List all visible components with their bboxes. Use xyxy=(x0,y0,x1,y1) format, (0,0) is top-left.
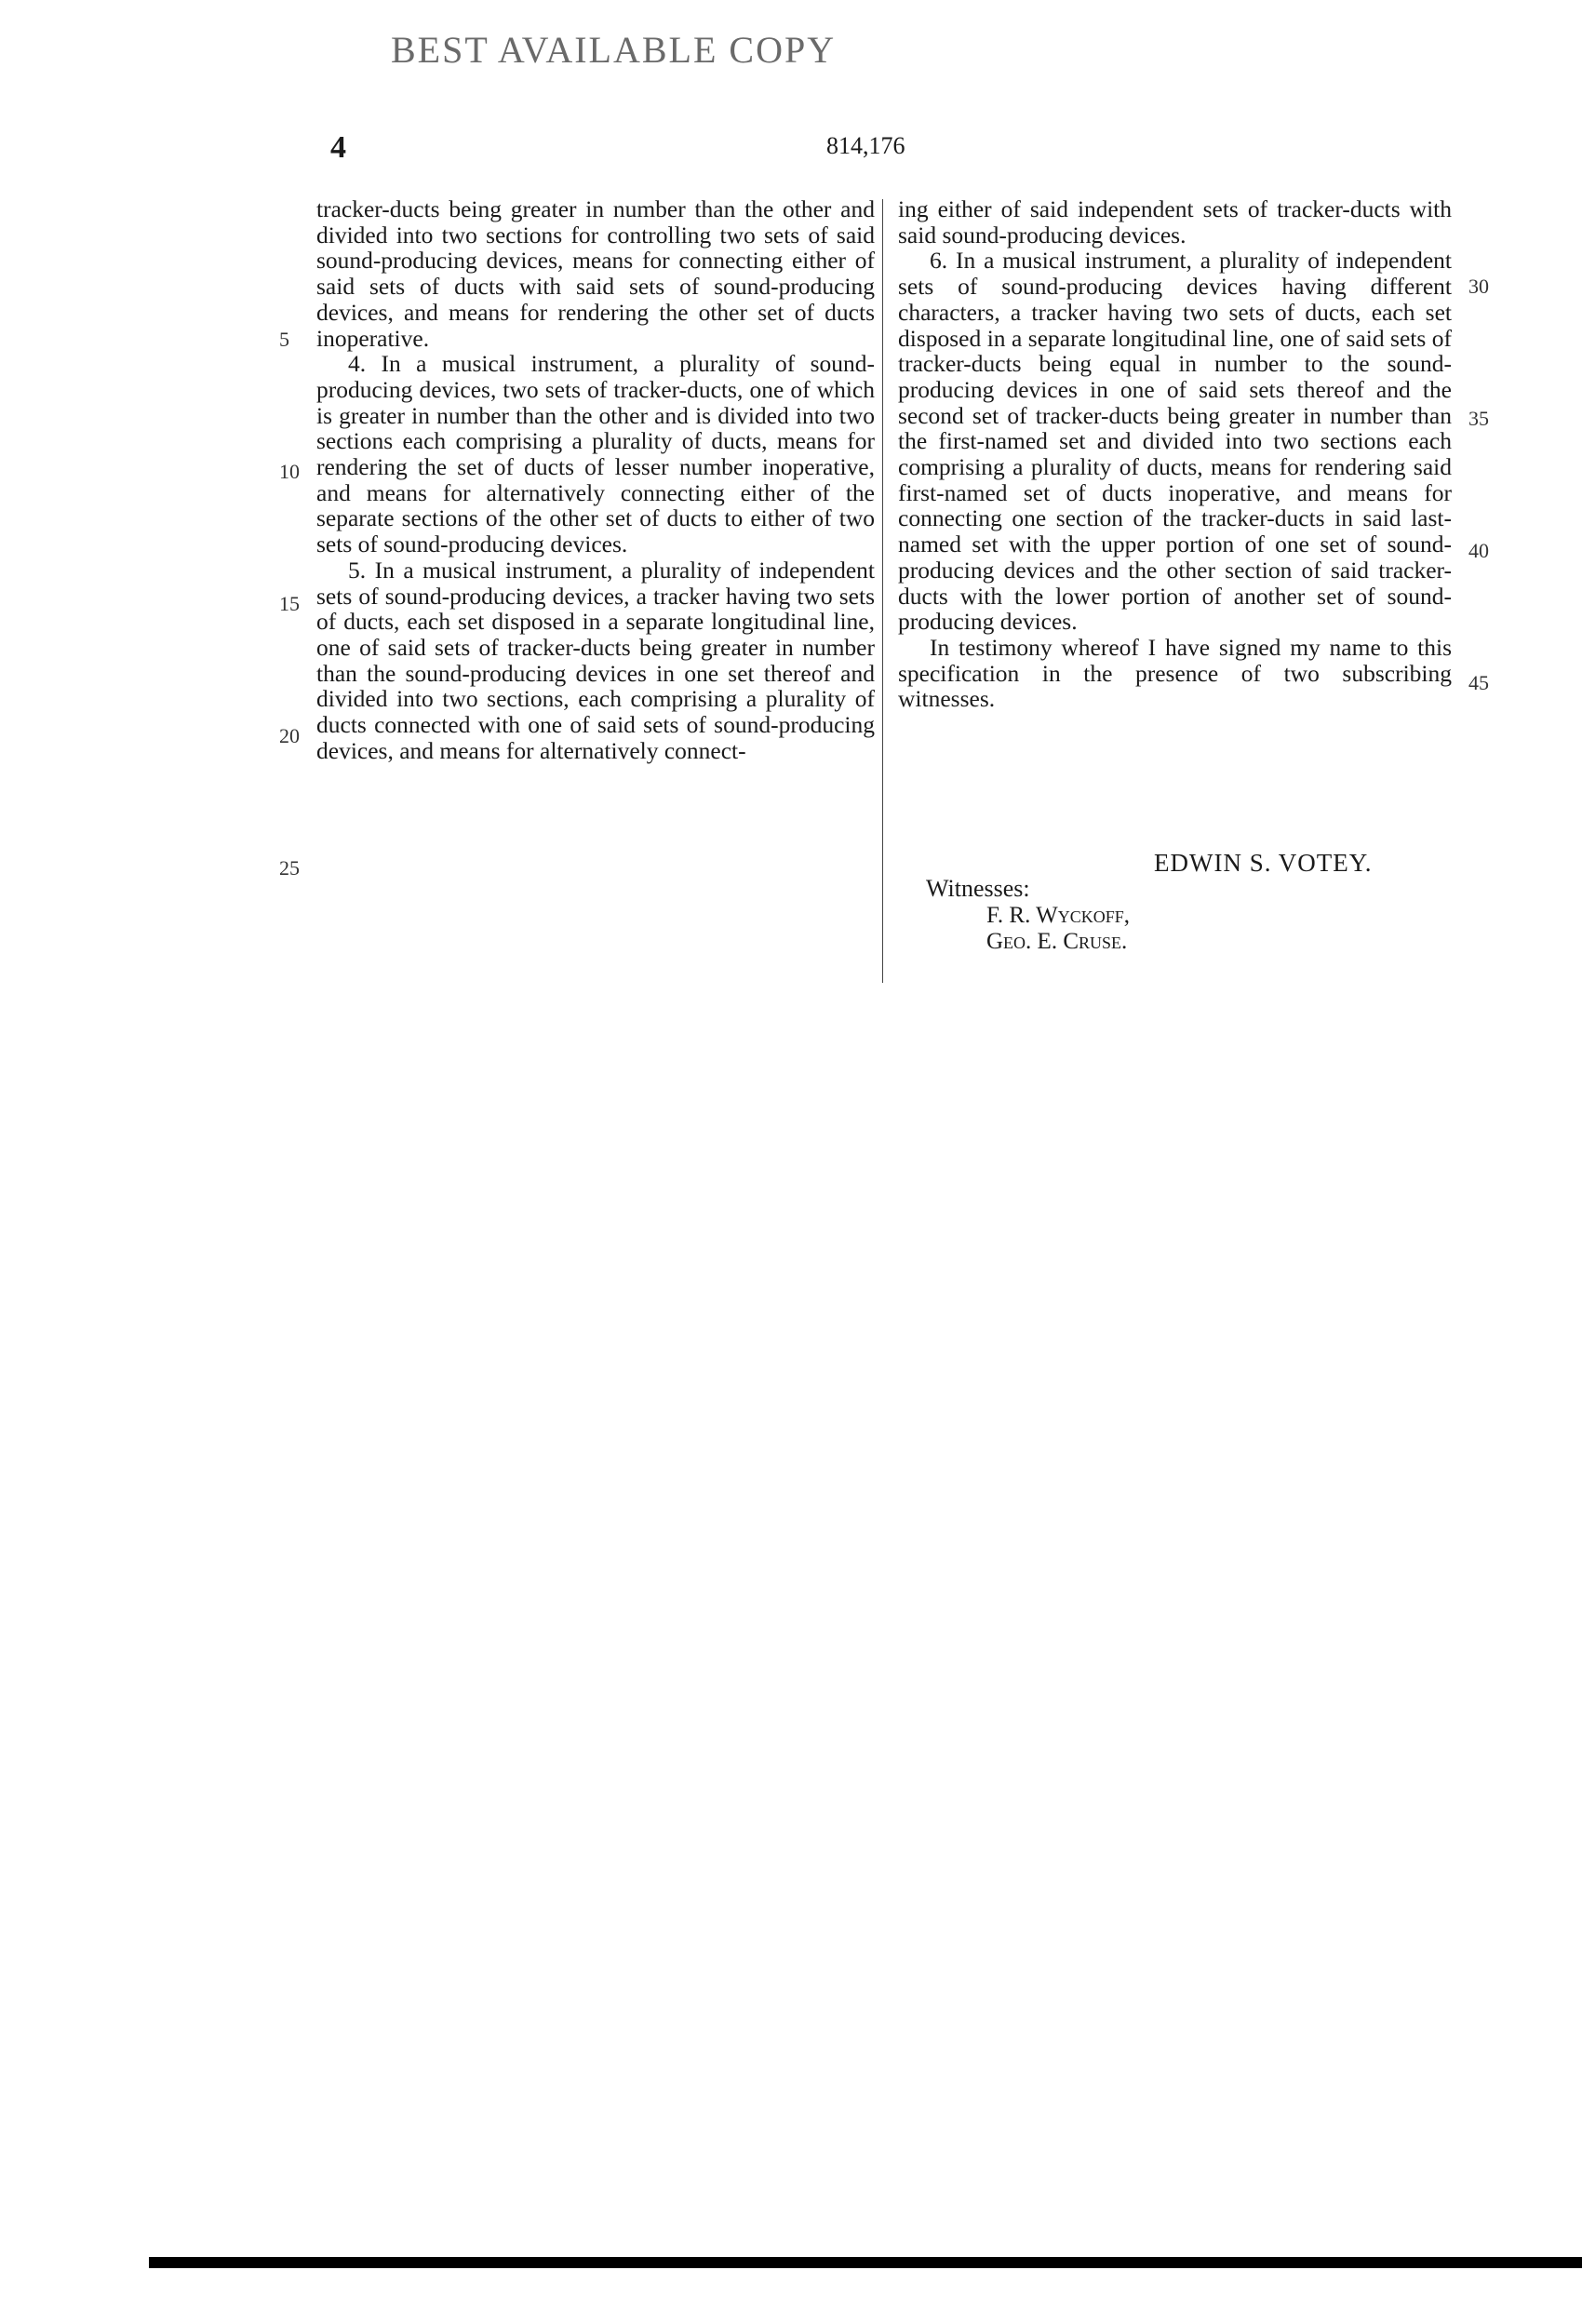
best-available-copy-stamp: BEST AVAILABLE COPY xyxy=(391,29,837,71)
page-number: 4 xyxy=(330,130,346,165)
patent-number: 814,176 xyxy=(826,132,905,159)
line-number: 35 xyxy=(1468,407,1489,430)
paragraph-testimony: In testimony whereof I have signed my name to this specification in the presence of two subscribing witnesses. xyxy=(898,633,1452,713)
column-divider xyxy=(882,199,883,983)
line-number: 5 xyxy=(279,328,289,351)
paragraph-claim-3-continued: tracker-ducts being greater in number than the other and divided into two sections for controlling two sets of said sound-producing devices, means for connecting either of said sets of ducts with said sets of sound-producing devices, and means for rendering the other set of ducts inoperative. xyxy=(316,195,875,352)
line-number: 10 xyxy=(279,460,300,483)
witness-name: F. R. Wyckoff, xyxy=(986,903,1130,928)
line-number: 45 xyxy=(1468,671,1489,694)
witness-name: Geo. E. Cruse. xyxy=(986,929,1128,954)
bottom-border-rule xyxy=(149,2257,1582,2268)
paragraph-claim-4: 4. In a musical instrument, a plurality of sound-producing devices, two sets of tracker-ducts, one of which is greater in number than the other and is divided into two sections each comprising a plurality of ducts, means for rendering the set of ducts of lesser number inoperative, and means for alternatively connecting either of the separate sections of the other set of ducts to either of two sets of sound-producing devices. xyxy=(316,350,875,558)
witnesses-label: Witnesses: xyxy=(926,875,1030,902)
paragraph-claim-6: 6. In a musical instrument, a plurality of independent sets of sound-producing devices having different characters, a tracker having two sets of ducts, each set disposed in a separate longitudinal line, one of said sets of tracker-ducts being equal in number to the sound-producing devices in one of said sets thereof and the second set of tracker-ducts being greater in number than the first-named set and divided into two sections each comprising a plurality of ducts, means for rendering said first-named set of ducts inoperative, and means for connecting one section of the tracker-ducts in said last-named set with the upper portion of one set of sound-producing devices and the other section of said tracker-ducts with the lower portion of another set of sound-producing devices. xyxy=(898,247,1452,636)
inventor-signature: EDWIN S. VOTEY. xyxy=(1154,849,1373,877)
paragraph-claim-5: 5. In a musical instrument, a plurality of independent sets of sound-producing devices, a tracker having two sets of ducts, each set disposed in a separate longitudinal line, one of said sets of tracker-ducts being greater in number than the sound-producing devices in one set thereof and divided into two sections, each comprising a plurality of ducts connected with one of said sets of sound-producing devices, and means for alternatively connect- xyxy=(316,556,875,764)
line-number: 25 xyxy=(279,856,300,880)
line-number: 30 xyxy=(1468,275,1489,298)
paragraph-claim-5-continued: ing either of said independent sets of tracker-ducts with said sound-producing devices. xyxy=(898,195,1452,249)
line-number: 40 xyxy=(1468,539,1489,562)
line-number: 15 xyxy=(279,592,300,615)
line-number: 20 xyxy=(279,724,300,747)
right-text-column xyxy=(898,196,1452,712)
left-text-column xyxy=(316,196,875,763)
